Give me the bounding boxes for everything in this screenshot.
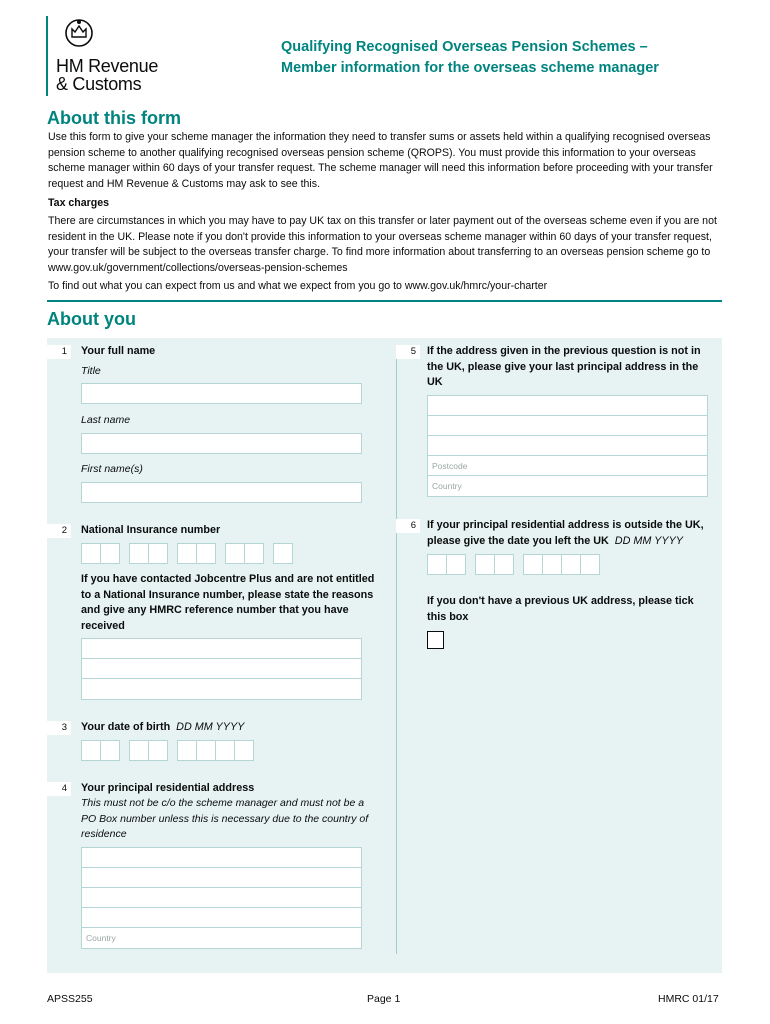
page-number: Page 1	[367, 993, 401, 1005]
q3-format: DD MM YYYY	[176, 721, 245, 733]
q3-label-text: Your date of birth	[81, 721, 171, 733]
tax-charges-heading: Tax charges	[48, 197, 110, 209]
ni-box[interactable]	[81, 543, 101, 564]
dob-box[interactable]	[177, 740, 197, 761]
q6-format: DD MM YYYY	[614, 534, 683, 547]
q3-number: 3	[47, 721, 71, 735]
q6-label-text: If your principal residential address is outside the UK, please give the date you left the UK	[427, 519, 704, 547]
no-uk-address-checkbox[interactable]	[427, 631, 444, 649]
dob-box[interactable]	[129, 740, 149, 761]
last-name-label: Last name	[81, 414, 131, 426]
charter-text: To find out what you can expect from us and what we expect from you go to www.gov.uk/hmrc/your-charter	[48, 280, 548, 292]
last-uk-address-textarea[interactable]	[427, 395, 708, 497]
date-box[interactable]	[561, 554, 581, 575]
q5-postcode-hint: Postcode	[432, 461, 468, 471]
logo-line2: & Customs	[56, 74, 142, 94]
column-divider	[396, 346, 397, 954]
dob-box[interactable]	[215, 740, 235, 761]
q6-number: 6	[396, 519, 420, 533]
principal-address-textarea[interactable]	[81, 847, 362, 949]
about-form-heading: About this form	[47, 108, 181, 128]
date-box[interactable]	[446, 554, 466, 575]
ni-reason-textarea[interactable]	[81, 638, 362, 700]
ni-number-boxes[interactable]	[81, 543, 292, 564]
hmrc-logo	[46, 16, 196, 96]
dob-box[interactable]	[81, 740, 101, 761]
dob-box[interactable]	[196, 740, 216, 761]
q2-extra-label: If you have contacted Jobcentre Plus and are not entitled to a National Insurance number, please state the reasons and give any HMRC reference number that you have received	[81, 573, 375, 632]
date-box[interactable]	[523, 554, 543, 575]
ni-box[interactable]	[244, 543, 264, 564]
first-names-input[interactable]	[81, 482, 362, 503]
q4-label: Your principal residential address	[81, 782, 255, 794]
section-rule	[47, 300, 722, 302]
form-code: APSS255	[47, 993, 93, 1005]
ni-box[interactable]	[273, 543, 293, 564]
q5-country-hint: Country	[432, 481, 462, 491]
dob-box[interactable]	[100, 740, 120, 761]
title-label: Title	[81, 365, 101, 377]
ni-box[interactable]	[148, 543, 168, 564]
date-box[interactable]	[475, 554, 495, 575]
form-version: HMRC 01/17	[658, 993, 719, 1005]
q5-label: If the address given in the previous question is not in the UK, please give your last principal address in the UK	[427, 345, 701, 388]
q6-label	[427, 518, 712, 549]
q2-number: 2	[47, 524, 71, 538]
about-form-intro: Use this form to give your scheme manager the information they need to transfer sums or assets held within a qualifying recognised overseas pension scheme to another qualifying recognised overseas pension scheme (QROPS). You must provide this information to your overseas scheme manager within 60 days of your transfer request. The scheme manager will need this information before proceeding with your transfer request and HM Revenue & Customs may ask to see this.	[48, 131, 713, 190]
ni-box[interactable]	[196, 543, 216, 564]
q4-country-hint: Country	[86, 933, 116, 943]
date-box[interactable]	[427, 554, 447, 575]
dob-box[interactable]	[234, 740, 254, 761]
form-title-line1: Qualifying Recognised Overseas Pension Schemes –	[281, 39, 648, 55]
dob-boxes[interactable]	[81, 740, 253, 761]
date-box[interactable]	[542, 554, 562, 575]
form-title-line2: Member information for the overseas scheme manager	[281, 60, 659, 76]
q1-label: Your full name	[81, 345, 156, 357]
q3-label	[81, 720, 244, 736]
tax-charges-text: There are circumstances in which you may have to pay UK tax on this transfer or later payment out of the overseas scheme even if you are not resident in the UK. Please note if you don't provide this information to your overseas scheme manager within 60 days of your transfer request, your transfer will be subject to the overseas transfer charge. To find more information about transferring to an overseas pension scheme go to www.gov.uk/government/collections/overseas-pension-schemes	[48, 215, 717, 274]
no-uk-address-label: If you don't have a previous UK address, please tick this box	[427, 595, 694, 623]
last-name-input[interactable]	[81, 433, 362, 454]
date-box[interactable]	[580, 554, 600, 575]
ni-box[interactable]	[100, 543, 120, 564]
q1-number: 1	[47, 345, 71, 359]
dob-box[interactable]	[148, 740, 168, 761]
q4-note: This must not be c/o the scheme manager and must not be a PO Box number unless this is necessary due to the country of residence	[81, 797, 369, 840]
about-you-heading: About you	[47, 309, 136, 329]
title-input[interactable]	[81, 383, 362, 404]
first-names-label: First name(s)	[81, 463, 143, 475]
date-left-uk-boxes[interactable]	[427, 554, 599, 575]
ni-box[interactable]	[225, 543, 245, 564]
q4-number: 4	[47, 782, 71, 796]
royal-crest-icon	[64, 16, 94, 48]
date-box[interactable]	[494, 554, 514, 575]
q2-label: National Insurance number	[81, 524, 221, 536]
ni-box[interactable]	[177, 543, 197, 564]
ni-box[interactable]	[129, 543, 149, 564]
logo-line1: HM Revenue	[56, 56, 159, 76]
logo-text	[56, 57, 196, 93]
form-title	[281, 37, 731, 79]
q5-number: 5	[396, 345, 420, 359]
